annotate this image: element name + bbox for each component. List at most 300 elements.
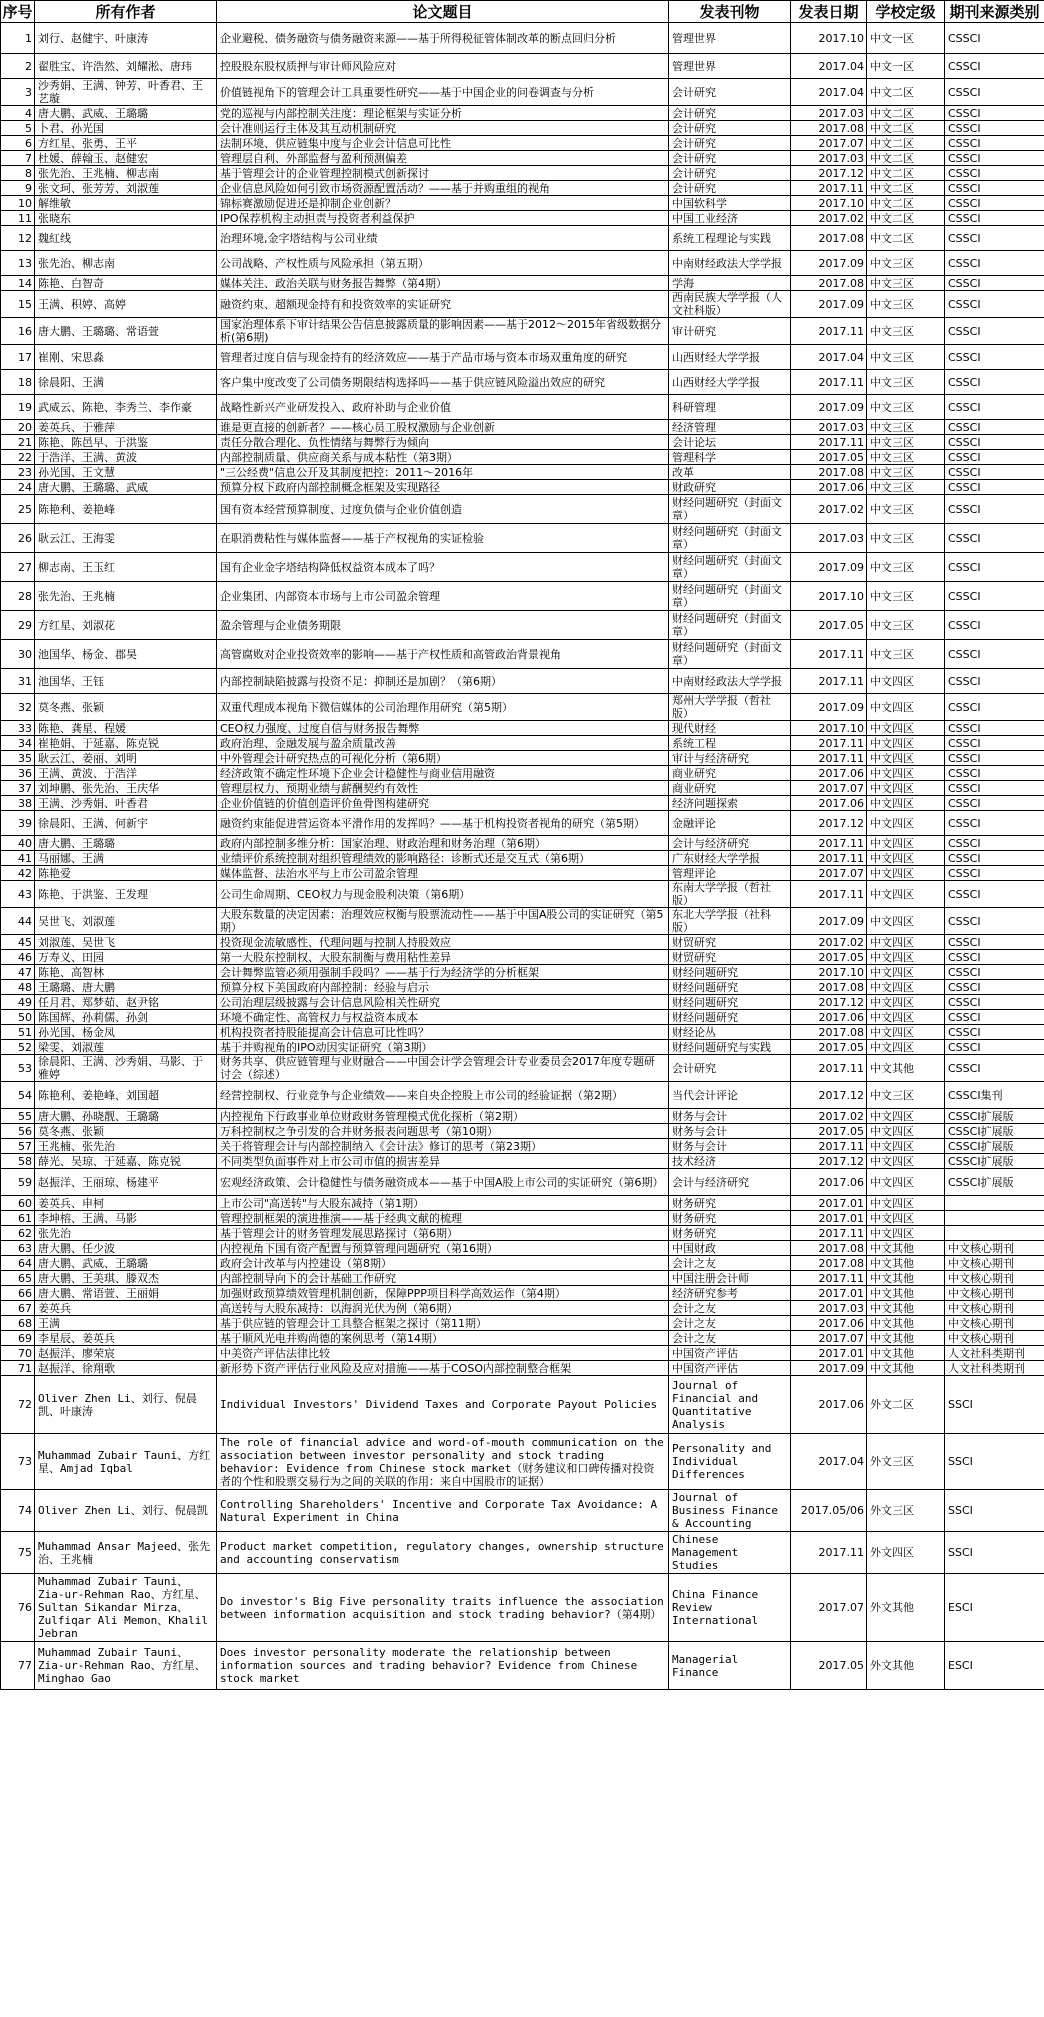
row-source: 中文核心期刊 <box>945 1331 1044 1346</box>
row-seq: 26 <box>1 524 35 553</box>
row-journal: 中国财政 <box>669 1241 791 1256</box>
row-source: CSSCI <box>945 450 1044 465</box>
row-authors: 梁雯、刘淑莲 <box>35 1040 217 1055</box>
row-date: 2017.09 <box>791 1361 867 1376</box>
row-authors: 赵振洋、王丽琼、杨建平 <box>35 1169 217 1196</box>
row-title: 第一大股东控制权、大股东制衡与费用粘性差异 <box>217 950 669 965</box>
row-authors: 沙秀娟、王满、钟芳、叶香君、王艺璇 <box>35 79 217 106</box>
row-journal: 经济管理 <box>669 420 791 435</box>
row-source: CSSCI集刊 <box>945 1082 1044 1109</box>
row-authors: 刘坤鹏、张先治、王庆华 <box>35 781 217 796</box>
row-date: 2017.05/06 <box>791 1490 867 1532</box>
table-row <box>1 866 1044 881</box>
row-date: 2017.08 <box>791 276 867 291</box>
row-source: CSSCI扩展版 <box>945 1109 1044 1124</box>
row-journal: 财经论丛 <box>669 1025 791 1040</box>
row-authors: 唐大鹏、任少波 <box>35 1241 217 1256</box>
row-authors: 徐晨阳、王满 <box>35 370 217 395</box>
row-source: CSSCI <box>945 1025 1044 1040</box>
row-date: 2017.07 <box>791 866 867 881</box>
row-title: 治理环境,金字塔结构与公司业绩 <box>217 226 669 251</box>
row-date: 2017.11 <box>791 181 867 196</box>
row-seq: 42 <box>1 866 35 881</box>
row-date: 2017.01 <box>791 1211 867 1226</box>
row-journal: 科研管理 <box>669 395 791 420</box>
row-source: CSSCI <box>945 851 1044 866</box>
row-authors: 孙光国、杨金凤 <box>35 1025 217 1040</box>
row-source <box>945 1226 1044 1241</box>
row-date: 2017.03 <box>791 1301 867 1316</box>
row-title: 业绩评价系统控制对组织管理绩效的影响路径：诊断式还是交互式（第6期） <box>217 851 669 866</box>
row-seq: 52 <box>1 1040 35 1055</box>
row-date: 2017.09 <box>791 553 867 582</box>
row-journal: 东南大学学报（哲社版） <box>669 881 791 908</box>
row-date: 2017.08 <box>791 980 867 995</box>
table-row <box>1 435 1044 450</box>
header-journal: 发表刊物 <box>669 1 791 23</box>
row-seq: 54 <box>1 1082 35 1109</box>
row-title: 价值链视角下的管理会计工具重要性研究——基于中国企业的问卷调查与分析 <box>217 79 669 106</box>
row-title: 内部控制缺陷披露与投资不足：抑制还是加剧？（第6期） <box>217 669 669 694</box>
row-title: Controlling Shareholders' Incentive and Corporate Tax Avoidance: A Natural Experiment in China <box>217 1490 669 1532</box>
row-authors: 卜君、孙光国 <box>35 121 217 136</box>
row-title: Individual Investors' Dividend Taxes and Corporate Payout Policies <box>217 1376 669 1434</box>
row-date: 2017.01 <box>791 1346 867 1361</box>
row-seq: 62 <box>1 1226 35 1241</box>
table-row <box>1 751 1044 766</box>
row-authors: Muhammad Zubair Tauni、Zia-ur-Rehman Rao、方红星、Sultan Sikandar Mirza、Zulfiqar Ali Memon、Khalil Jebran <box>35 1574 217 1642</box>
table-row <box>1 669 1044 694</box>
row-grade: 中文二区 <box>867 106 945 121</box>
row-title: 上市公司"高送转"与大股东减持（第1期） <box>217 1196 669 1211</box>
row-authors: 耿云江、王海雯 <box>35 524 217 553</box>
row-journal: Managerial Finance <box>669 1642 791 1690</box>
row-date: 2017.01 <box>791 1286 867 1301</box>
row-seq: 59 <box>1 1169 35 1196</box>
row-source: CSSCI <box>945 751 1044 766</box>
row-grade: 中文三区 <box>867 1082 945 1109</box>
row-title: 国家治理体系下审计结果公告信息披露质量的影响因素——基于2012～2015年省级数据分析(第6期) <box>217 318 669 345</box>
row-title: CEO权力强度、过度自信与财务报告舞弊 <box>217 721 669 736</box>
row-seq: 45 <box>1 935 35 950</box>
row-seq: 28 <box>1 582 35 611</box>
row-grade: 中文其他 <box>867 1361 945 1376</box>
row-seq: 76 <box>1 1574 35 1642</box>
row-source: 中文核心期刊 <box>945 1271 1044 1286</box>
header-source: 期刊来源类别 <box>945 1 1044 23</box>
row-journal: 中国软科学 <box>669 196 791 211</box>
row-grade: 中文四区 <box>867 1154 945 1169</box>
row-date: 2017.06 <box>791 1010 867 1025</box>
row-journal: 财务研究 <box>669 1226 791 1241</box>
row-title: 公司生命周期、CEO权力与现金股利决策（第6期） <box>217 881 669 908</box>
table-row <box>1 1025 1044 1040</box>
row-journal: 商业研究 <box>669 766 791 781</box>
row-source: CSSCI <box>945 908 1044 935</box>
row-grade: 中文四区 <box>867 1040 945 1055</box>
table-row <box>1 121 1044 136</box>
row-journal: Journal of Business Finance & Accounting <box>669 1490 791 1532</box>
row-date: 2017.04 <box>791 79 867 106</box>
row-journal: 财务与会计 <box>669 1124 791 1139</box>
row-grade: 中文四区 <box>867 1139 945 1154</box>
row-authors: Muhammad Zubair Tauni、Zia-ur-Rehman Rao、方红星、Minghao Gao <box>35 1642 217 1690</box>
row-authors: 王璐璐、唐大鹏 <box>35 980 217 995</box>
row-seq: 18 <box>1 370 35 395</box>
row-source: CSSCI扩展版 <box>945 1124 1044 1139</box>
row-authors: 方红星、张勇、王平 <box>35 136 217 151</box>
row-date: 2017.05 <box>791 950 867 965</box>
row-seq: 75 <box>1 1532 35 1574</box>
row-seq: 7 <box>1 151 35 166</box>
row-authors: 莫冬燕、张颖 <box>35 1124 217 1139</box>
table-row <box>1 495 1044 524</box>
row-journal: 管理评论 <box>669 866 791 881</box>
row-title: 双重代理成本视角下微信媒体的公司治理作用研究（第5期） <box>217 694 669 721</box>
row-seq: 31 <box>1 669 35 694</box>
row-source: 中文核心期刊 <box>945 1316 1044 1331</box>
row-seq: 67 <box>1 1301 35 1316</box>
row-grade: 中文三区 <box>867 450 945 465</box>
row-grade: 中文其他 <box>867 1301 945 1316</box>
row-title: 不同类型负面事件对上市公司市值的损害差异 <box>217 1154 669 1169</box>
row-date: 2017.11 <box>791 1226 867 1241</box>
row-source: CSSCI <box>945 881 1044 908</box>
row-seq: 1 <box>1 23 35 54</box>
row-date: 2017.10 <box>791 721 867 736</box>
row-title: 会计准则运行主体及其互动机制研究 <box>217 121 669 136</box>
table-row <box>1 640 1044 669</box>
row-seq: 46 <box>1 950 35 965</box>
row-seq: 5 <box>1 121 35 136</box>
row-journal: 经济问题探索 <box>669 796 791 811</box>
row-date: 2017.08 <box>791 226 867 251</box>
row-title: 内部控制导向下的会计基础工作研究 <box>217 1271 669 1286</box>
row-grade: 中文四区 <box>867 1196 945 1211</box>
row-journal: 会计研究 <box>669 79 791 106</box>
row-title: 万科控制权之争引发的合并财务报表问题思考（第10期） <box>217 1124 669 1139</box>
row-source: CSSCI扩展版 <box>945 1169 1044 1196</box>
row-source: CSSCI <box>945 965 1044 980</box>
row-journal: 广东财经大学学报 <box>669 851 791 866</box>
row-authors: 陈艳利、姜艳峰、刘国超 <box>35 1082 217 1109</box>
row-grade: 中文三区 <box>867 276 945 291</box>
row-date: 2017.11 <box>791 751 867 766</box>
row-seq: 23 <box>1 465 35 480</box>
row-seq: 72 <box>1 1376 35 1434</box>
row-date: 2017.06 <box>791 1316 867 1331</box>
row-seq: 65 <box>1 1271 35 1286</box>
row-seq: 57 <box>1 1139 35 1154</box>
row-source: CSSCI <box>945 669 1044 694</box>
row-source: ESCI <box>945 1642 1044 1690</box>
row-source: CSSCI <box>945 465 1044 480</box>
row-authors: 唐大鹏、王璐璐 <box>35 836 217 851</box>
row-date: 2017.03 <box>791 420 867 435</box>
table-row <box>1 1139 1044 1154</box>
row-title: 媒体关注、政治关联与财务报告舞弊（第4期） <box>217 276 669 291</box>
table-row <box>1 553 1044 582</box>
row-title: Product market competition, regulatory changes, ownership structure and accounting conservatism <box>217 1532 669 1574</box>
row-journal: 郑州大学学报（哲社版） <box>669 694 791 721</box>
table-row <box>1 1434 1044 1490</box>
row-seq: 29 <box>1 611 35 640</box>
table-row <box>1 1211 1044 1226</box>
row-journal: 商业研究 <box>669 781 791 796</box>
table-row <box>1 1642 1044 1690</box>
row-title: 高送转与大股东减持：以海润光伏为例（第6期） <box>217 1301 669 1316</box>
row-authors: 薛光、吴琼、于延嘉、陈克锐 <box>35 1154 217 1169</box>
row-date: 2017.08 <box>791 1025 867 1040</box>
table-row <box>1 136 1044 151</box>
row-source: CSSCI <box>945 23 1044 54</box>
row-grade: 中文四区 <box>867 1109 945 1124</box>
row-grade: 中文一区 <box>867 23 945 54</box>
row-source: CSSCI <box>945 866 1044 881</box>
table-row <box>1 1169 1044 1196</box>
row-grade: 中文四区 <box>867 950 945 965</box>
row-authors: 吴世飞、刘淑莲 <box>35 908 217 935</box>
row-source: SSCI <box>945 1434 1044 1490</box>
row-seq: 2 <box>1 54 35 79</box>
row-journal: 中南财经政法大学学报 <box>669 251 791 276</box>
row-source: CSSCI <box>945 694 1044 721</box>
row-journal: Chinese Management Studies <box>669 1532 791 1574</box>
row-journal: 财贸研究 <box>669 935 791 950</box>
row-grade: 中文四区 <box>867 1211 945 1226</box>
row-authors: 池国华、杨金、郡昊 <box>35 640 217 669</box>
table-row <box>1 781 1044 796</box>
row-journal: 中国资产评估 <box>669 1346 791 1361</box>
row-title: 国有企业金字塔结构降低权益资本成本了吗？ <box>217 553 669 582</box>
row-grade: 中文四区 <box>867 751 945 766</box>
row-journal: 会计研究 <box>669 136 791 151</box>
row-authors: Oliver Zhen Li、刘行、倪晨凯 <box>35 1490 217 1532</box>
row-seq: 53 <box>1 1055 35 1082</box>
row-source: CSSCI <box>945 480 1044 495</box>
row-title: 会计舞弊监管必须用强制手段吗？——基于行为经济学的分析框架 <box>217 965 669 980</box>
row-authors: 王兆楠、张先治 <box>35 1139 217 1154</box>
row-authors: 任月君、郑梦茹、赵尹铭 <box>35 995 217 1010</box>
row-date: 2017.06 <box>791 1376 867 1434</box>
row-date: 2017.06 <box>791 1169 867 1196</box>
row-grade: 中文其他 <box>867 1286 945 1301</box>
row-grade: 中文四区 <box>867 1124 945 1139</box>
row-journal: 财经问题研究（封面文章） <box>669 524 791 553</box>
row-source: CSSCI <box>945 151 1044 166</box>
row-date: 2017.09 <box>791 908 867 935</box>
row-authors: 唐大鹏、武威、王璐璐 <box>35 106 217 121</box>
table-row <box>1 1082 1044 1109</box>
row-seq: 63 <box>1 1241 35 1256</box>
row-grade: 中文四区 <box>867 694 945 721</box>
row-source: 人文社科类期刊 <box>945 1346 1044 1361</box>
row-journal: 会计研究 <box>669 151 791 166</box>
row-authors: Oliver Zhen Li、刘行、倪晨凯、叶康涛 <box>35 1376 217 1434</box>
row-authors: 徐晨阳、王满、沙秀娟、马影、于雅婷 <box>35 1055 217 1082</box>
row-journal: 财经问题研究 <box>669 965 791 980</box>
row-title: 融资约束、超额现金持有和投资效率的实证研究 <box>217 291 669 318</box>
row-journal: 中南财经政法大学学报 <box>669 669 791 694</box>
table-row <box>1 465 1044 480</box>
row-grade: 中文二区 <box>867 136 945 151</box>
table-row <box>1 811 1044 836</box>
table-row <box>1 151 1044 166</box>
table-row <box>1 1490 1044 1532</box>
row-date: 2017.07 <box>791 781 867 796</box>
row-seq: 60 <box>1 1196 35 1211</box>
row-grade: 中文二区 <box>867 121 945 136</box>
row-date: 2017.11 <box>791 435 867 450</box>
row-authors: 刘淑莲、吴世飞 <box>35 935 217 950</box>
row-grade: 中文三区 <box>867 345 945 370</box>
row-seq: 40 <box>1 836 35 851</box>
row-journal: 会计之友 <box>669 1301 791 1316</box>
row-journal: 财经问题研究 <box>669 980 791 995</box>
row-title: 控股股东股权质押与审计师风险应对 <box>217 54 669 79</box>
row-seq: 39 <box>1 811 35 836</box>
row-date: 2017.07 <box>791 1574 867 1642</box>
row-source: CSSCI扩展版 <box>945 1139 1044 1154</box>
row-authors: 张先治、王兆楠、柳志南 <box>35 166 217 181</box>
row-date: 2017.10 <box>791 196 867 211</box>
row-journal: 财贸研究 <box>669 950 791 965</box>
table-row <box>1 935 1044 950</box>
row-journal: 现代财经 <box>669 721 791 736</box>
row-authors: 万寿义、田园 <box>35 950 217 965</box>
row-title: 中外管理会计研究热点的可视化分析（第6期） <box>217 751 669 766</box>
row-grade: 中文四区 <box>867 836 945 851</box>
row-grade: 中文二区 <box>867 226 945 251</box>
row-authors: 池国华、王钰 <box>35 669 217 694</box>
row-grade: 中文四区 <box>867 796 945 811</box>
row-seq: 15 <box>1 291 35 318</box>
row-date: 2017.12 <box>791 811 867 836</box>
row-title: 财务共享、供应链管理与业财融合——中国会计学会管理会计专业委员会2017年度专题研讨会（综述） <box>217 1055 669 1082</box>
table-row <box>1 1301 1044 1316</box>
row-seq: 61 <box>1 1211 35 1226</box>
row-date: 2017.11 <box>791 1139 867 1154</box>
table-row <box>1 694 1044 721</box>
table-row <box>1 1331 1044 1346</box>
row-authors: 唐大鹏、王美琪、滕双杰 <box>35 1271 217 1286</box>
row-authors: 张先治 <box>35 1226 217 1241</box>
row-title: 大股东数量的决定因素：治理效应权衡与股票流动性——基于中国A股公司的实证研究（第5期） <box>217 908 669 935</box>
row-source: CSSCI <box>945 640 1044 669</box>
row-grade: 中文四区 <box>867 881 945 908</box>
row-seq: 66 <box>1 1286 35 1301</box>
row-title: 中美资产评估法律比较 <box>217 1346 669 1361</box>
row-date: 2017.09 <box>791 694 867 721</box>
row-journal: 财经问题研究（封面文章） <box>669 553 791 582</box>
table-row <box>1 721 1044 736</box>
row-journal: 学海 <box>669 276 791 291</box>
row-authors: 陈艳利、姜艳峰 <box>35 495 217 524</box>
row-seq: 69 <box>1 1331 35 1346</box>
row-title: 内部控制质量、供应商关系与成本粘性（第3期） <box>217 450 669 465</box>
row-title: The role of financial advice and word-of-mouth communication on the association between investor personality and stock trading behavior: Evidence from Chinese stock market（财务建议和口碑传播对投资者的个性和股票交易行为之间的关联的作用：来自中国股市的证据） <box>217 1434 669 1490</box>
row-grade: 中文三区 <box>867 291 945 318</box>
row-seq: 51 <box>1 1025 35 1040</box>
row-seq: 6 <box>1 136 35 151</box>
row-journal: 西南民族大学学报（人文社科版） <box>669 291 791 318</box>
row-seq: 58 <box>1 1154 35 1169</box>
row-grade: 中文其他 <box>867 1256 945 1271</box>
row-date: 2017.07 <box>791 136 867 151</box>
row-grade: 中文四区 <box>867 766 945 781</box>
table-row <box>1 524 1044 553</box>
row-seq: 33 <box>1 721 35 736</box>
row-title: 高管腐败对企业投资效率的影响——基于产权性质和高管政治背景视角 <box>217 640 669 669</box>
row-title: 内控视角下国有资产配置与预算管理问题研究（第16期） <box>217 1241 669 1256</box>
row-seq: 14 <box>1 276 35 291</box>
row-authors: 王满 <box>35 1316 217 1331</box>
row-title: 关于将管理会计与内部控制纳入《会计法》修订的思考（第23期） <box>217 1139 669 1154</box>
table-row <box>1 980 1044 995</box>
row-date: 2017.11 <box>791 736 867 751</box>
row-seq: 25 <box>1 495 35 524</box>
row-source: CSSCI <box>945 811 1044 836</box>
row-source: SSCI <box>945 1490 1044 1532</box>
row-date: 2017.06 <box>791 766 867 781</box>
row-source: CSSCI <box>945 796 1044 811</box>
row-seq: 24 <box>1 480 35 495</box>
row-authors: 徐晨阳、王满、何新宇 <box>35 811 217 836</box>
table-row <box>1 1361 1044 1376</box>
table-row <box>1 395 1044 420</box>
row-seq: 30 <box>1 640 35 669</box>
row-source: CSSCI <box>945 582 1044 611</box>
row-title: 媒体监督、法治水平与上市公司盈余管理 <box>217 866 669 881</box>
row-date: 2017.05 <box>791 1124 867 1139</box>
row-seq: 56 <box>1 1124 35 1139</box>
row-title: 谁是更直接的创新者？——核心员工股权激励与企业创新 <box>217 420 669 435</box>
table-row <box>1 1154 1044 1169</box>
row-date: 2017.03 <box>791 106 867 121</box>
row-title: 责任分散合理化、负性情绪与舞弊行为倾向 <box>217 435 669 450</box>
row-title: Do investor's Big Five personality traits influence the association between information acquisition and stock trading behavior?（第4期） <box>217 1574 669 1642</box>
table-row <box>1 291 1044 318</box>
row-date: 2017.08 <box>791 465 867 480</box>
row-title: 国有资本经营预算制度、过度负债与企业价值创造 <box>217 495 669 524</box>
row-journal: Journal of Financial and Quantitative Analysis <box>669 1376 791 1434</box>
row-date: 2017.02 <box>791 211 867 226</box>
row-journal: 会计研究 <box>669 106 791 121</box>
row-grade: 中文四区 <box>867 851 945 866</box>
row-date: 2017.06 <box>791 480 867 495</box>
row-journal: 会计研究 <box>669 1055 791 1082</box>
row-seq: 22 <box>1 450 35 465</box>
row-source: CSSCI <box>945 226 1044 251</box>
row-journal: 审计与经济研究 <box>669 751 791 766</box>
row-journal: 中国资产评估 <box>669 1361 791 1376</box>
row-date: 2017.02 <box>791 935 867 950</box>
row-journal: 财务研究 <box>669 1196 791 1211</box>
row-grade: 中文三区 <box>867 611 945 640</box>
header-authors: 所有作者 <box>35 1 217 23</box>
row-grade: 中文三区 <box>867 420 945 435</box>
row-authors: 张文珂、张芳芳、刘淑莲 <box>35 181 217 196</box>
row-date: 2017.11 <box>791 669 867 694</box>
row-source: CSSCI <box>945 181 1044 196</box>
row-authors: 唐大鹏、王璐璐、常语萱 <box>35 318 217 345</box>
row-journal: 财务研究 <box>669 1211 791 1226</box>
table-row <box>1 950 1044 965</box>
row-source: CSSCI <box>945 420 1044 435</box>
row-journal: 财经问题研究 <box>669 995 791 1010</box>
row-source: CSSCI <box>945 395 1044 420</box>
row-title: 新形势下资产评估行业风险及应对措施——基于COSO内部控制整合框架 <box>217 1361 669 1376</box>
